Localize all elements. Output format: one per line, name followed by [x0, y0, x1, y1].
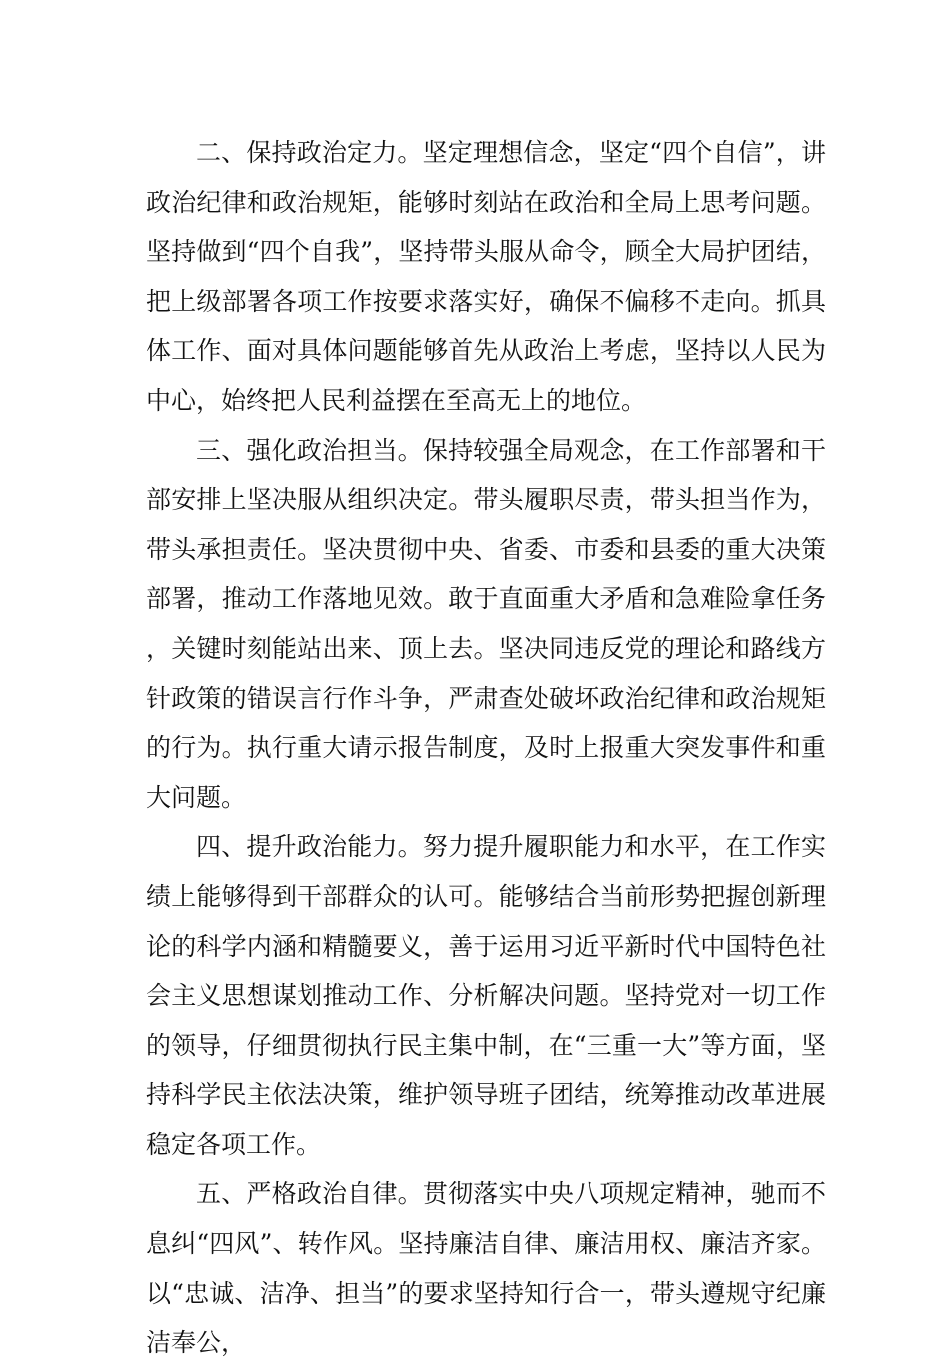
paragraph-political-responsibility: 三、强化政治担当。保持较强全局观念，在工作部署和干部安排上坚决服从组织决定。带头履职尽责，带头担当作为，带头承担责任。坚决贯彻中央、省委、市委和县委的重大决策部署，推动工作落地见效。敢于直面重大矛盾和急难险拿任务，关键时刻能站出来、顶上去。坚决同违反党的理论和路线方针政策的错误言行作斗争，严肃查处破坏政治纪律和政治规矩的行为。执行重大请示报告制度，及时上报重大突发事件和重大问题。: [146, 435, 826, 812]
paragraph-political-self-discipline: 五、严格政治自律。贯彻落实中央八项规定精神，驰而不息纠“四风”、转作风。坚持廉洁自律、廉洁用权、廉洁齐家。以“忠诚、洁净、担当”的要求坚持知行合一，带头遵规守纪廉洁奉公，: [146, 1179, 826, 1358]
document-body: [146, 128, 826, 1368]
paragraph-political-ability: 四、提升政治能力。努力提升履职能力和水平，在工作实绩上能够得到干部群众的认可。能够结合当前形势把握创新理论的科学内涵和精髓要义，善于运用习近平新时代中国特色社会主义思想谋划推动工作、分析解决问题。坚持党对一切工作的领导，仔细贯彻执行民主集中制，在“三重一大”等方面，坚持科学民主依法决策，维护领导班子团结，统筹推动改革进展稳定各项工作。: [146, 832, 826, 1159]
paragraph-political-steadiness: 二、保持政治定力。坚定理想信念，坚定“四个自信”，讲政治纪律和政治规矩，能够时刻站在政治和全局上思考问题。坚持做到“四个自我”，坚持带头服从命令，顾全大局护团结，把上级部署各项工作按要求落实好，确保不偏移不走向。抓具体工作、面对具体问题能够首先从政治上考虑，坚持以人民为中心，始终把人民利益摆在至高无上的地位。: [146, 138, 826, 415]
